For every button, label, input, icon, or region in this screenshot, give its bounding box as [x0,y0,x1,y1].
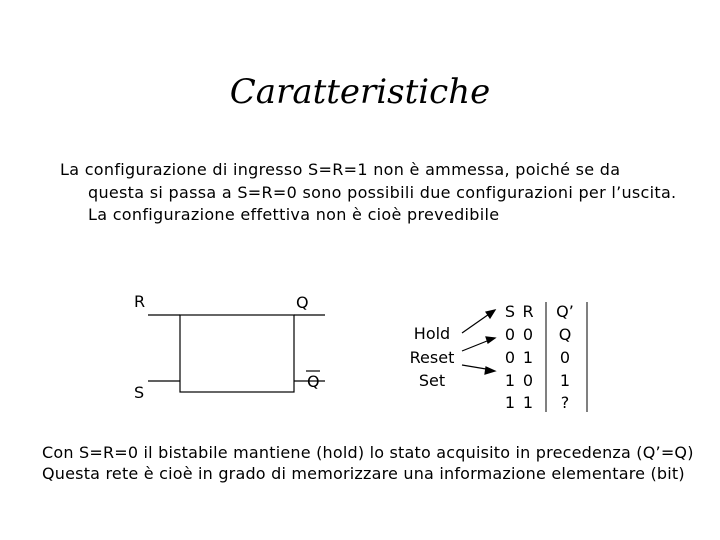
conclusion-line-2: Questa rete è cioè in grado di memorizzare una informazione elementare (bit) [42,464,685,483]
table-cell-s: 1 [504,371,516,390]
table-header-s: S [504,302,516,321]
mode-arrows [462,310,495,374]
input-r-label: R [134,292,146,311]
table-cell-r: 0 [522,325,534,344]
table-cell-r: 1 [522,348,534,367]
paragraph-line-2: questa si passa a S=R=0 sono possibili due configurazioni per l’uscita. [88,183,677,202]
table-cell-r: 1 [522,393,534,412]
table-cell-q: 1 [559,371,571,390]
conclusion-line-1: Con S=R=0 il bistabile mantiene (hold) lo stato acquisito in precedenza (Q’=Q) [42,443,694,462]
table-cell-s: 0 [504,348,516,367]
mode-set: Set [418,371,446,390]
table-cell-q: ? [560,393,570,412]
table-cell-s: 0 [504,325,516,344]
table-cell-q: 0 [559,348,571,367]
input-s-label: S [134,383,145,402]
table-header-qnext: Q’ [556,302,574,321]
slide-title: Caratteristiche [229,72,491,112]
paragraph-line-1: La configurazione di ingresso S=R=1 non è ammessa, poiché se da [60,160,621,179]
output-q-label: Q [296,293,309,312]
table-cell-s: 1 [504,393,516,412]
table-cell-r: 0 [522,371,534,390]
output-qbar-label: Q [307,372,320,391]
table-cell-q: Q [558,325,572,344]
latch-block [180,315,294,392]
mode-hold: Hold [413,324,451,343]
paragraph-line-3: La configurazione effettiva non è cioè prevedibile [88,205,500,224]
mode-reset: Reset [409,348,455,367]
table-header-r: R [522,302,534,321]
